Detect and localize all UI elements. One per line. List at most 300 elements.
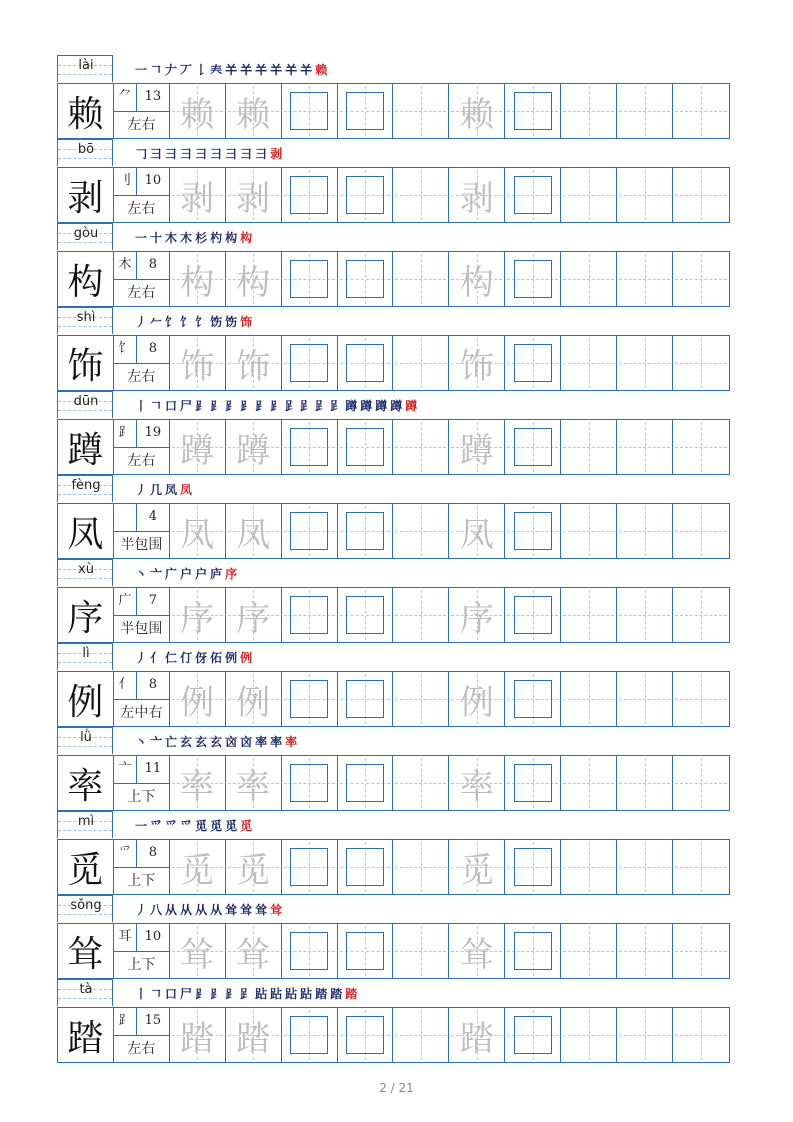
practice-cell[interactable] bbox=[617, 336, 673, 390]
stroke-step: 丿 bbox=[135, 483, 151, 497]
practice-cell[interactable] bbox=[393, 924, 449, 978]
practice-cell[interactable] bbox=[617, 168, 673, 222]
stroke-step: 爫 bbox=[165, 819, 181, 833]
box-cell[interactable] bbox=[505, 336, 561, 390]
pinyin: xù bbox=[78, 562, 94, 577]
practice-cell[interactable] bbox=[673, 924, 729, 978]
box-cell[interactable] bbox=[282, 588, 338, 642]
practice-cell[interactable] bbox=[561, 252, 617, 306]
stroke-step: 丨 bbox=[135, 399, 151, 413]
trace-cell[interactable] bbox=[226, 840, 282, 894]
trace-cell[interactable] bbox=[170, 252, 226, 306]
trace-character: 蹲 bbox=[180, 430, 215, 471]
trace-cell[interactable] bbox=[449, 84, 505, 138]
pinyin: bō bbox=[77, 142, 95, 157]
box-cell[interactable] bbox=[505, 252, 561, 306]
pinyin-box bbox=[57, 391, 113, 418]
practice-square bbox=[346, 848, 384, 886]
stroke-step: 饣 bbox=[165, 315, 181, 329]
trace-cell[interactable] bbox=[226, 168, 282, 222]
writing-grid bbox=[57, 1007, 730, 1063]
stroke-step: 例 bbox=[225, 651, 241, 665]
practice-cell[interactable] bbox=[673, 420, 729, 474]
box-cell[interactable] bbox=[505, 924, 561, 978]
box-cell[interactable] bbox=[505, 504, 561, 558]
stroke-step: 踏 bbox=[345, 987, 361, 1001]
practice-cell[interactable] bbox=[673, 336, 729, 390]
practice-cell[interactable] bbox=[393, 336, 449, 390]
stroke-order bbox=[135, 986, 360, 1002]
trace-cell[interactable] bbox=[226, 588, 282, 642]
practice-cell[interactable] bbox=[393, 672, 449, 726]
trace-cell[interactable] bbox=[170, 420, 226, 474]
practice-cell[interactable] bbox=[393, 420, 449, 474]
practice-cell[interactable] bbox=[617, 252, 673, 306]
radical: 饣 bbox=[114, 336, 137, 364]
stroke-step: 蹲 bbox=[360, 399, 376, 413]
trace-cell[interactable] bbox=[226, 504, 282, 558]
stroke-step: 跕 bbox=[255, 987, 271, 1001]
structure: 左右 bbox=[127, 201, 156, 217]
stroke-count: 11 bbox=[137, 756, 169, 784]
stroke-step: ⻊ bbox=[225, 399, 241, 413]
model-character: 序 bbox=[58, 588, 114, 642]
trace-cell[interactable] bbox=[170, 840, 226, 894]
trace-cell[interactable] bbox=[449, 504, 505, 558]
box-cell[interactable] bbox=[338, 672, 394, 726]
box-cell[interactable] bbox=[505, 756, 561, 810]
stroke-step: 从 bbox=[210, 903, 226, 917]
writing-grid bbox=[57, 419, 730, 475]
box-cell[interactable] bbox=[338, 588, 394, 642]
trace-cell[interactable] bbox=[226, 756, 282, 810]
practice-square bbox=[514, 176, 552, 214]
practice-cell[interactable] bbox=[617, 588, 673, 642]
radical: 木 bbox=[114, 252, 137, 280]
stroke-step: 彐 bbox=[150, 147, 166, 161]
trace-cell[interactable] bbox=[170, 1008, 226, 1062]
trace-character: 蹲 bbox=[459, 430, 494, 471]
practice-square bbox=[290, 260, 328, 298]
box-cell[interactable] bbox=[282, 252, 338, 306]
trace-character: 例 bbox=[180, 682, 215, 723]
trace-character: 率 bbox=[236, 766, 271, 807]
model-character: 赖 bbox=[58, 84, 114, 138]
character-info bbox=[114, 84, 170, 138]
radical bbox=[114, 504, 137, 532]
trace-character: 蹲 bbox=[236, 430, 271, 471]
practice-cell[interactable] bbox=[393, 168, 449, 222]
practice-cell[interactable] bbox=[561, 1008, 617, 1062]
practice-cell[interactable] bbox=[673, 672, 729, 726]
practice-cell[interactable] bbox=[561, 756, 617, 810]
trace-character: 构 bbox=[180, 262, 215, 303]
box-cell[interactable] bbox=[282, 672, 338, 726]
practice-square bbox=[346, 680, 384, 718]
trace-cell[interactable] bbox=[226, 1008, 282, 1062]
box-cell[interactable] bbox=[505, 1008, 561, 1062]
trace-character: 例 bbox=[459, 682, 494, 723]
stroke-step: 踏 bbox=[330, 987, 346, 1001]
pinyin: sǒng bbox=[70, 898, 102, 913]
practice-square bbox=[514, 428, 552, 466]
stroke-step: 从 bbox=[195, 903, 211, 917]
box-cell[interactable] bbox=[338, 504, 394, 558]
practice-cell[interactable] bbox=[561, 168, 617, 222]
trace-cell[interactable] bbox=[449, 672, 505, 726]
practice-cell[interactable] bbox=[673, 1008, 729, 1062]
writing-grid bbox=[57, 83, 730, 139]
trace-cell[interactable] bbox=[449, 924, 505, 978]
stroke-step: 构 bbox=[225, 231, 241, 245]
pinyin-row bbox=[57, 895, 730, 923]
stroke-step: 𠃌 bbox=[135, 147, 151, 161]
box-cell[interactable] bbox=[505, 672, 561, 726]
box-cell[interactable] bbox=[338, 924, 394, 978]
trace-cell[interactable] bbox=[226, 420, 282, 474]
stroke-step: ⻊ bbox=[270, 399, 286, 413]
trace-character: 例 bbox=[236, 682, 271, 723]
stroke-step: 𧾷 bbox=[300, 399, 316, 413]
stroke-step: 丿 bbox=[135, 651, 151, 665]
practice-square bbox=[290, 512, 328, 550]
trace-character: 构 bbox=[236, 262, 271, 303]
stroke-step: 亠 bbox=[150, 567, 166, 581]
trace-cell[interactable] bbox=[449, 840, 505, 894]
stroke-order bbox=[135, 818, 255, 834]
practice-cell[interactable] bbox=[393, 756, 449, 810]
practice-square bbox=[346, 932, 384, 970]
writing-grid bbox=[57, 923, 730, 979]
stroke-step: 踏 bbox=[315, 987, 331, 1001]
character-entry bbox=[57, 223, 730, 307]
pinyin-box bbox=[57, 55, 113, 82]
writing-grid bbox=[57, 587, 730, 643]
stroke-step: ⻊ bbox=[195, 987, 211, 1001]
trace-character: 饰 bbox=[236, 346, 271, 387]
radical: ⺈ bbox=[114, 84, 137, 112]
trace-character: 序 bbox=[180, 598, 215, 639]
stroke-step: 庐 bbox=[210, 567, 226, 581]
practice-cell[interactable] bbox=[393, 504, 449, 558]
practice-cell[interactable] bbox=[617, 1008, 673, 1062]
stroke-step: 口 bbox=[165, 987, 181, 1001]
pinyin-row bbox=[57, 223, 730, 251]
stroke-step: 㐫 bbox=[225, 735, 241, 749]
radical: 亻 bbox=[114, 672, 137, 700]
trace-character: 耸 bbox=[459, 934, 494, 975]
stroke-step: 木 bbox=[165, 231, 181, 245]
practice-cell[interactable] bbox=[393, 588, 449, 642]
stroke-step: 觅 bbox=[240, 819, 256, 833]
character-info bbox=[114, 168, 170, 222]
stroke-count: 4 bbox=[137, 504, 169, 532]
trace-cell[interactable] bbox=[449, 420, 505, 474]
practice-cell[interactable] bbox=[673, 504, 729, 558]
trace-cell[interactable] bbox=[170, 924, 226, 978]
trace-character: 率 bbox=[180, 766, 215, 807]
stroke-step: 十 bbox=[150, 231, 166, 245]
structure: 左右 bbox=[127, 117, 156, 133]
stroke-step: ⻊ bbox=[195, 399, 211, 413]
practice-square bbox=[290, 1016, 328, 1054]
box-cell[interactable] bbox=[338, 336, 394, 390]
box-cell[interactable] bbox=[282, 924, 338, 978]
trace-cell[interactable] bbox=[226, 672, 282, 726]
practice-cell[interactable] bbox=[673, 588, 729, 642]
box-cell[interactable] bbox=[505, 588, 561, 642]
stroke-count: 15 bbox=[137, 1008, 169, 1036]
stroke-step: ⻊ bbox=[210, 987, 226, 1001]
practice-cell[interactable] bbox=[617, 840, 673, 894]
practice-square bbox=[514, 1016, 552, 1054]
stroke-step: 𧾷 bbox=[330, 399, 346, 413]
stroke-step: 蹲 bbox=[405, 399, 421, 413]
stroke-step: 一 bbox=[135, 231, 151, 245]
model-character: 构 bbox=[58, 252, 114, 306]
character-entry bbox=[57, 727, 730, 811]
practice-cell[interactable] bbox=[561, 588, 617, 642]
stroke-step: 亻 bbox=[150, 651, 166, 665]
practice-cell[interactable] bbox=[673, 756, 729, 810]
box-cell[interactable] bbox=[282, 840, 338, 894]
stroke-step: 㐫 bbox=[240, 735, 256, 749]
trace-character: 饰 bbox=[180, 346, 215, 387]
box-cell[interactable] bbox=[282, 336, 338, 390]
practice-square bbox=[290, 596, 328, 634]
practice-cell[interactable] bbox=[617, 504, 673, 558]
box-cell[interactable] bbox=[338, 84, 394, 138]
practice-square bbox=[290, 176, 328, 214]
trace-cell[interactable] bbox=[170, 84, 226, 138]
practice-cell[interactable] bbox=[561, 420, 617, 474]
stroke-count: 19 bbox=[137, 420, 169, 448]
trace-cell[interactable] bbox=[226, 336, 282, 390]
practice-square bbox=[346, 1016, 384, 1054]
box-cell[interactable] bbox=[338, 420, 394, 474]
stroke-step: 亡 bbox=[165, 735, 181, 749]
trace-cell[interactable] bbox=[449, 168, 505, 222]
stroke-step: 𠃍 bbox=[150, 63, 166, 77]
practice-square bbox=[346, 260, 384, 298]
character-info bbox=[114, 420, 170, 474]
practice-cell[interactable] bbox=[561, 840, 617, 894]
pinyin-row bbox=[57, 643, 730, 671]
box-cell[interactable] bbox=[338, 168, 394, 222]
pinyin: shì bbox=[76, 310, 96, 325]
practice-sheet bbox=[57, 55, 730, 1063]
stroke-step: 𧾷 bbox=[240, 987, 256, 1001]
stroke-step: 赖 bbox=[315, 63, 331, 77]
box-cell[interactable] bbox=[282, 1008, 338, 1062]
trace-cell[interactable] bbox=[170, 588, 226, 642]
stroke-step: ⻊ bbox=[255, 399, 271, 413]
stroke-step: 丆 bbox=[180, 63, 196, 77]
writing-grid bbox=[57, 251, 730, 307]
stroke-step: 𢆉 bbox=[240, 63, 256, 77]
box-cell[interactable] bbox=[338, 840, 394, 894]
trace-cell[interactable] bbox=[449, 252, 505, 306]
stroke-step: 伢 bbox=[195, 651, 211, 665]
practice-cell[interactable] bbox=[673, 252, 729, 306]
trace-cell[interactable] bbox=[170, 756, 226, 810]
box-cell[interactable] bbox=[282, 756, 338, 810]
practice-cell[interactable] bbox=[673, 840, 729, 894]
practice-cell[interactable] bbox=[393, 84, 449, 138]
trace-character: 踏 bbox=[180, 1018, 215, 1059]
practice-cell[interactable] bbox=[393, 840, 449, 894]
character-info bbox=[114, 924, 170, 978]
character-info bbox=[114, 1008, 170, 1062]
box-cell[interactable] bbox=[282, 420, 338, 474]
practice-cell[interactable] bbox=[617, 84, 673, 138]
character-entry bbox=[57, 391, 730, 475]
trace-character: 剥 bbox=[236, 178, 271, 219]
pinyin: dūn bbox=[73, 394, 99, 409]
stroke-step: 饬 bbox=[225, 315, 241, 329]
pinyin-box bbox=[57, 643, 113, 670]
practice-cell[interactable] bbox=[561, 336, 617, 390]
character-info bbox=[114, 336, 170, 390]
box-cell[interactable] bbox=[282, 504, 338, 558]
box-cell[interactable] bbox=[282, 168, 338, 222]
stroke-step: 彐 bbox=[240, 147, 256, 161]
practice-square bbox=[346, 344, 384, 382]
practice-cell[interactable] bbox=[617, 924, 673, 978]
stroke-step: 例 bbox=[240, 651, 256, 665]
practice-square bbox=[514, 260, 552, 298]
trace-cell[interactable] bbox=[170, 336, 226, 390]
trace-cell[interactable] bbox=[170, 504, 226, 558]
stroke-step: 口 bbox=[165, 399, 181, 413]
stroke-step: 爫 bbox=[180, 819, 196, 833]
stroke-step: 𢆉 bbox=[270, 63, 286, 77]
practice-cell[interactable] bbox=[673, 84, 729, 138]
practice-cell[interactable] bbox=[561, 504, 617, 558]
character-info bbox=[114, 840, 170, 894]
trace-character: 凤 bbox=[236, 514, 271, 555]
stroke-step: 𠄌 bbox=[195, 63, 211, 77]
practice-cell[interactable] bbox=[673, 168, 729, 222]
model-character: 剥 bbox=[58, 168, 114, 222]
model-character: 饰 bbox=[58, 336, 114, 390]
pinyin-box bbox=[57, 727, 113, 754]
practice-square bbox=[514, 92, 552, 130]
box-cell[interactable] bbox=[338, 1008, 394, 1062]
box-cell[interactable] bbox=[505, 84, 561, 138]
box-cell[interactable] bbox=[505, 840, 561, 894]
practice-square bbox=[290, 344, 328, 382]
stroke-step: 爫 bbox=[150, 819, 166, 833]
practice-square bbox=[346, 428, 384, 466]
stroke-count: 8 bbox=[137, 252, 169, 280]
practice-cell[interactable] bbox=[393, 252, 449, 306]
stroke-step: 丿 bbox=[135, 903, 151, 917]
trace-cell[interactable] bbox=[449, 588, 505, 642]
stroke-step: 耸 bbox=[255, 903, 271, 917]
stroke-step: 亠 bbox=[150, 735, 166, 749]
stroke-step: 蹲 bbox=[345, 399, 361, 413]
structure: 左右 bbox=[127, 369, 156, 385]
character-entry bbox=[57, 475, 730, 559]
trace-cell[interactable] bbox=[226, 252, 282, 306]
model-character: 率 bbox=[58, 756, 114, 810]
character-entry bbox=[57, 979, 730, 1063]
box-cell[interactable] bbox=[338, 252, 394, 306]
structure: 左中右 bbox=[120, 705, 163, 721]
pinyin-box bbox=[57, 307, 113, 334]
radical: 耳 bbox=[114, 924, 137, 952]
trace-cell[interactable] bbox=[170, 168, 226, 222]
trace-character: 率 bbox=[459, 766, 494, 807]
pinyin-row bbox=[57, 727, 730, 755]
practice-cell[interactable] bbox=[617, 672, 673, 726]
trace-cell[interactable] bbox=[170, 672, 226, 726]
trace-cell[interactable] bbox=[449, 756, 505, 810]
stroke-step: 率 bbox=[270, 735, 286, 749]
trace-cell[interactable] bbox=[449, 1008, 505, 1062]
structure: 半包围 bbox=[120, 621, 163, 637]
pinyin: tà bbox=[79, 982, 93, 997]
stroke-step: 觅 bbox=[195, 819, 211, 833]
stroke-count: 10 bbox=[137, 924, 169, 952]
pinyin: lài bbox=[78, 58, 94, 73]
stroke-step: 𢆉 bbox=[300, 63, 316, 77]
trace-cell[interactable] bbox=[449, 336, 505, 390]
practice-cell[interactable] bbox=[617, 420, 673, 474]
stroke-order bbox=[135, 482, 195, 498]
stroke-step: 广 bbox=[165, 567, 181, 581]
radical: ⻊ bbox=[114, 420, 137, 448]
pinyin-box bbox=[57, 895, 113, 922]
trace-cell[interactable] bbox=[226, 924, 282, 978]
stroke-step: 一 bbox=[135, 819, 151, 833]
practice-square bbox=[514, 512, 552, 550]
stroke-order bbox=[135, 62, 330, 78]
stroke-step: 玄 bbox=[195, 735, 211, 749]
pinyin-row bbox=[57, 391, 730, 419]
practice-square bbox=[514, 764, 552, 802]
stroke-step: ⻊ bbox=[225, 987, 241, 1001]
box-cell[interactable] bbox=[505, 168, 561, 222]
box-cell[interactable] bbox=[505, 420, 561, 474]
box-cell[interactable] bbox=[338, 756, 394, 810]
practice-cell[interactable] bbox=[617, 756, 673, 810]
trace-character: 序 bbox=[236, 598, 271, 639]
box-cell[interactable] bbox=[282, 84, 338, 138]
practice-square bbox=[346, 512, 384, 550]
trace-cell[interactable] bbox=[226, 84, 282, 138]
character-entry bbox=[57, 139, 730, 223]
practice-cell[interactable] bbox=[561, 672, 617, 726]
pinyin: gòu bbox=[73, 226, 99, 241]
pinyin-row bbox=[57, 139, 730, 167]
stroke-step: 仃 bbox=[180, 651, 196, 665]
stroke-order bbox=[135, 146, 285, 162]
radical: 广 bbox=[114, 588, 137, 616]
character-entry bbox=[57, 559, 730, 643]
character-entry bbox=[57, 643, 730, 727]
stroke-step: 从 bbox=[180, 903, 196, 917]
practice-cell[interactable] bbox=[561, 924, 617, 978]
practice-cell[interactable] bbox=[393, 1008, 449, 1062]
practice-cell[interactable] bbox=[561, 84, 617, 138]
stroke-step: 𠃍 bbox=[150, 399, 166, 413]
pinyin-row bbox=[57, 307, 730, 335]
trace-character: 凤 bbox=[459, 514, 494, 555]
structure: 上下 bbox=[127, 789, 156, 805]
practice-square bbox=[290, 428, 328, 466]
